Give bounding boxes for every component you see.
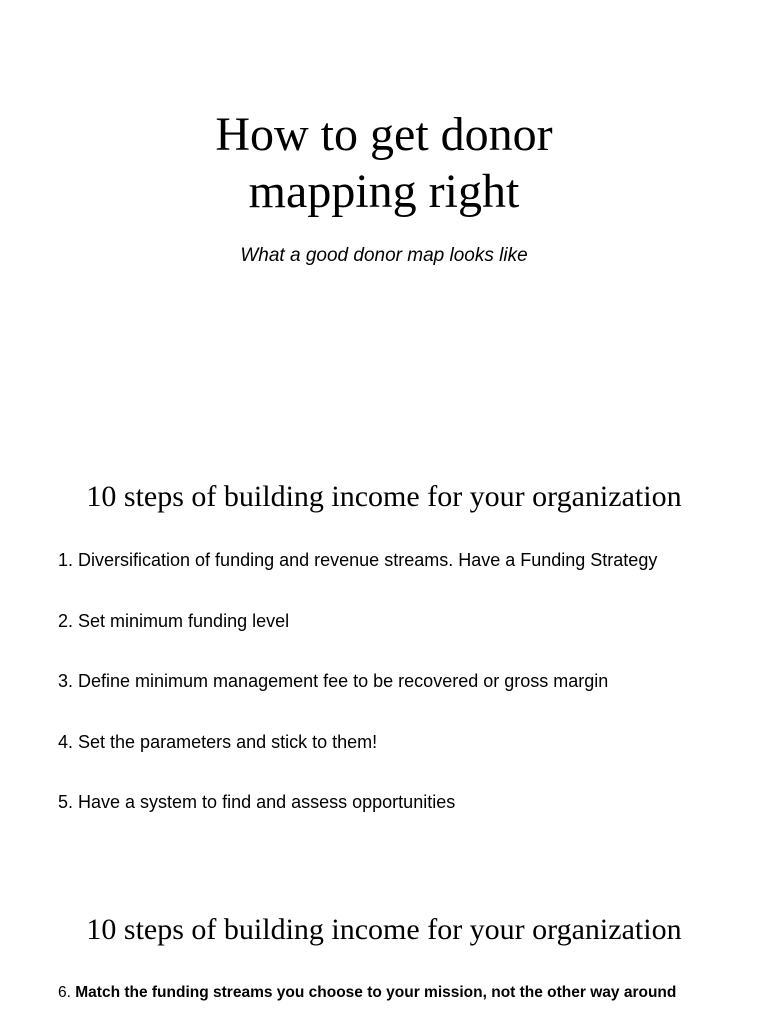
step-text: Match the funding streams you choose to your mission, not the other way around (75, 984, 677, 1001)
step-item: 2. Set minimum funding level (58, 611, 290, 631)
title-line-2: mapping right (248, 165, 520, 218)
section-heading-2: 10 steps of building income for your organization (86, 913, 682, 946)
step-item: 4. Set the parameters and stick to them! (58, 732, 378, 752)
page-subtitle: What a good donor map looks like (240, 245, 528, 266)
title-line-1: How to get donor (215, 108, 553, 161)
step-item: 5. Have a system to find and assess opportunities (58, 792, 456, 812)
step-item: 1. Diversification of funding and revenue streams. Have a Funding Strategy (58, 550, 658, 570)
step-item: 3. Define minimum management fee to be recovered or gross margin (58, 671, 609, 691)
step-item-6 (58, 984, 676, 1002)
section-heading: 10 steps of building income for your organization (86, 480, 682, 513)
step-number: 6. (58, 984, 71, 1001)
page-title (0, 106, 768, 220)
